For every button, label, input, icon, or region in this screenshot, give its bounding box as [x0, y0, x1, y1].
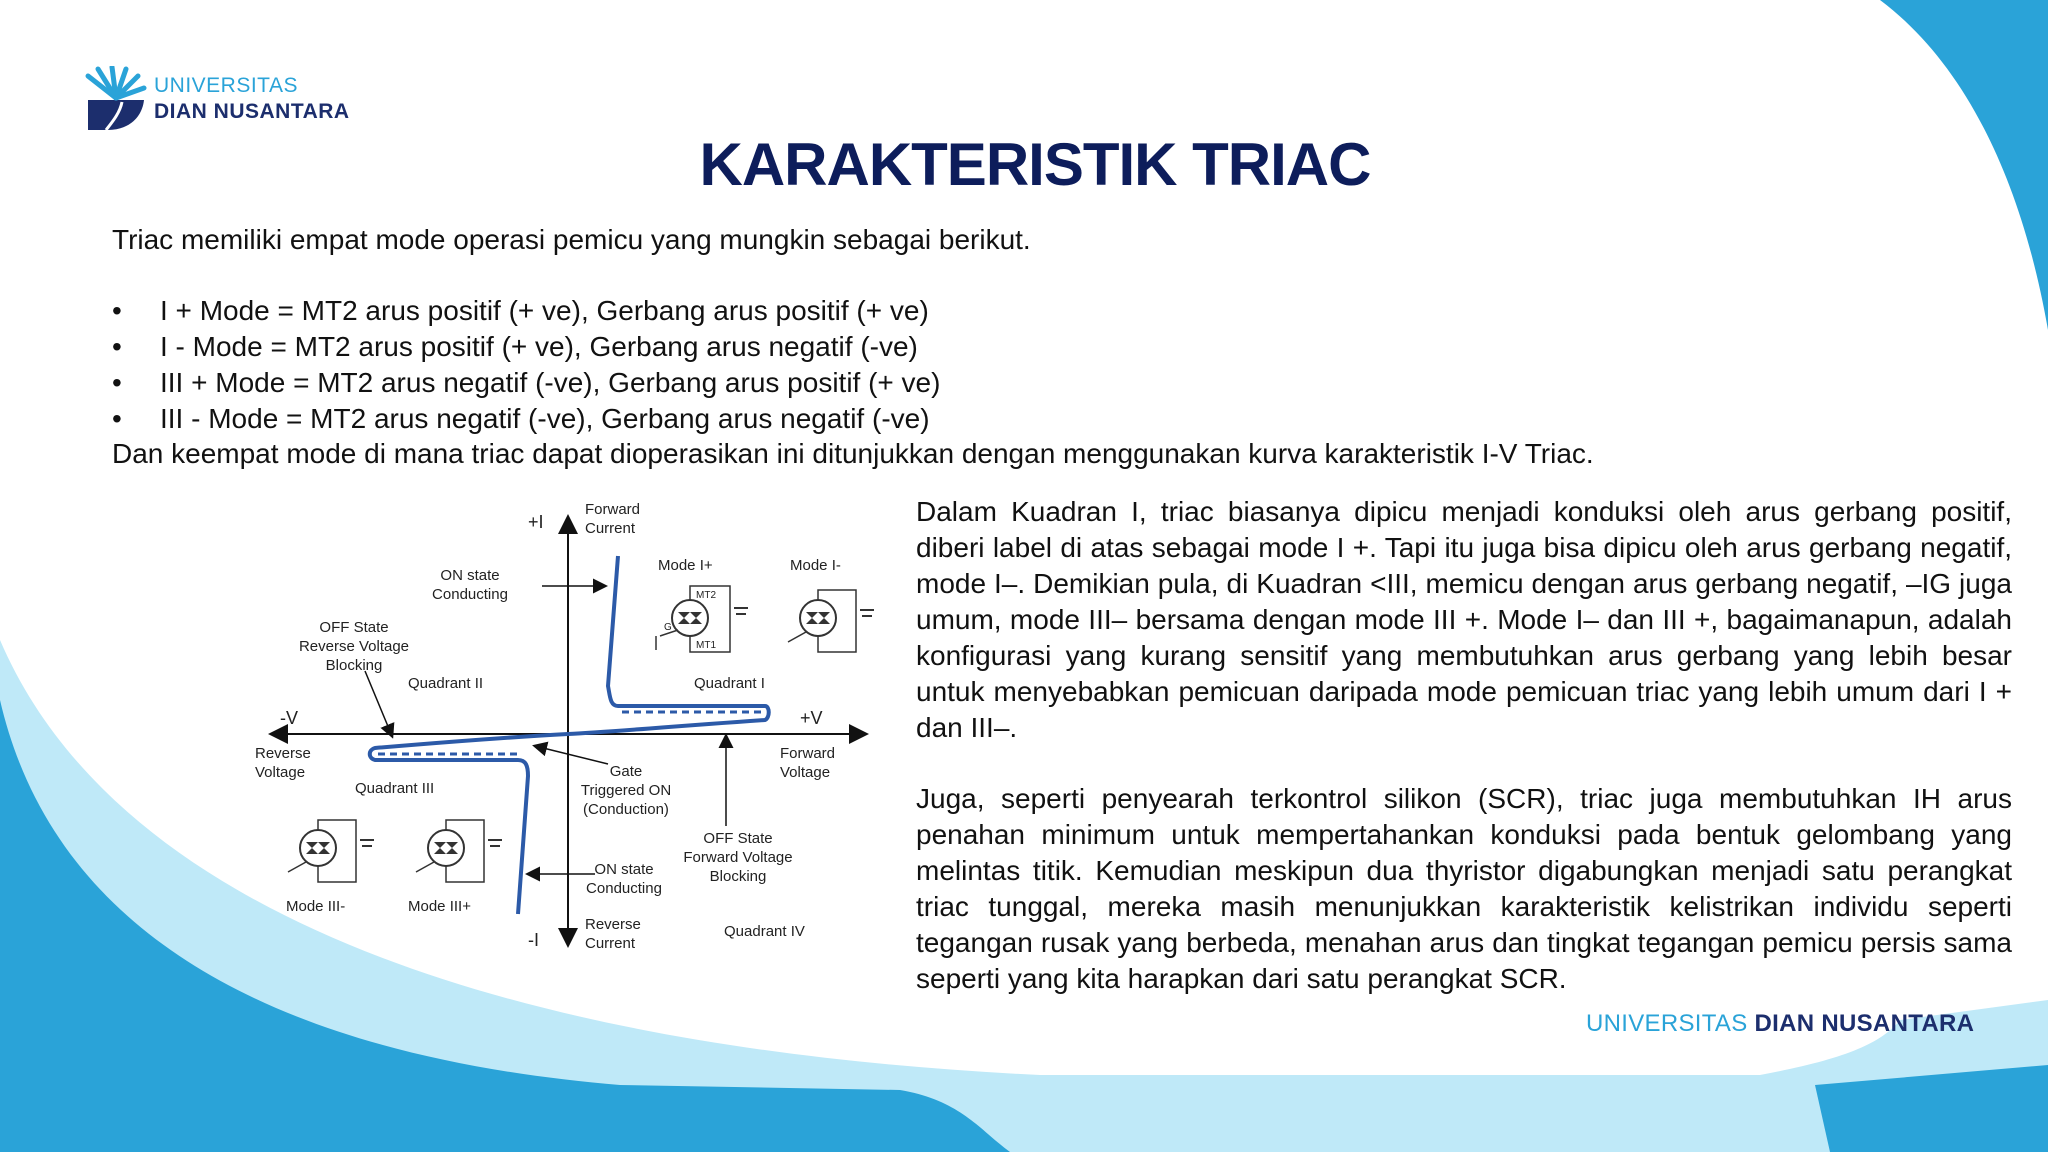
label-reverse-current: Current [585, 935, 636, 952]
label-off-reverse: Reverse Voltage [298, 638, 410, 655]
pin-label-gate: G [664, 622, 672, 633]
triac-circuit-mode-iii-minus [288, 820, 374, 882]
label-forward-voltage: Forward [780, 745, 836, 762]
pointer-off-reverse [365, 671, 392, 736]
axis-label-minus-v: -V [280, 708, 298, 728]
label-mode-iii-plus: Mode III+ [408, 898, 471, 915]
axis-label-plus-i: +I [528, 512, 544, 532]
bullet-icon: • [112, 295, 122, 326]
logo-text-name: DIAN NUSANTARA [154, 100, 350, 123]
footer-brand [1586, 1010, 1974, 1038]
bullet-icon: • [112, 331, 122, 362]
paragraph-holding-current: Juga, seperti penyearah terkontrol silikon (SCR), triac juga membutuhkan IH arus penahan minimum untuk mempertahankan konduksi pada bentuk gelombang yang melintas titik. Kemudian meskipun dua thyristor digabungkan menjadi satu perangkat triac tunggal, mereka masih menunjukkan karakteristik kelistrikan individu seperti tegangan rusak yang berbeda, menahan arus dan tingkat tegangan pemicu persis sama seperti yang kita harapkan dari satu perangkat SCR. [916, 783, 2012, 994]
list-item-text: I + Mode = MT2 arus positif (+ ve), Gerbang arus positif (+ ve) [160, 295, 929, 326]
triac-circuit-mode-iii-plus [416, 820, 502, 882]
list-item-text: I - Mode = MT2 arus positif (+ ve), Gerbang arus negatif (-ve) [160, 331, 918, 362]
iv-curve-reverse [370, 734, 568, 914]
page-title: KARAKTERISTIK TRIAC [699, 131, 1371, 198]
label-reverse-current: Reverse [585, 916, 641, 933]
list-item [112, 365, 940, 401]
label-off-reverse: OFF State [319, 619, 389, 636]
trigger-mode-list [112, 293, 940, 437]
list-item [112, 401, 940, 437]
triac-circuit-mode-i-plus [656, 586, 748, 652]
iv-curve-forward [568, 556, 769, 734]
label-mode-i-plus: Mode I+ [658, 557, 713, 574]
footer-text-universitas: UNIVERSITAS [1586, 1010, 1748, 1037]
label-forward-voltage: Voltage [780, 764, 831, 781]
label-forward-current: Current [585, 520, 636, 537]
bullet-icon: • [112, 367, 122, 398]
university-logo [84, 66, 384, 136]
triac-iv-curve-diagram [250, 496, 890, 966]
paragraph-quadrant-explanation: Dalam Kuadran I, triac biasanya dipicu menjadi konduksi oleh arus gerbang positif, diberi label di atas sebagai mode I +. Tapi itu juga bisa dipicu oleh arus gerbang negatif, mode I–. Demikian pula, di Kuadran <III, memicu dengan arus gerbang negatif, –IG juga umum, mode III– bersama dengan mode III +. Mode I– dan III +, bagaimanapun, adalah konfigurasi yang kurang sensitif yang membutuhkan arus gerbang yang lebih besar untuk menyebabkan pemicuan daripada mode pemicuan triac yang lebih umum dari I + dan III–. [916, 496, 2012, 743]
bullet-icon: • [112, 403, 122, 434]
triac-circuit-mode-i-minus [788, 590, 874, 652]
label-on-state-bottom: Conducting [586, 880, 662, 897]
list-item-text: III - Mode = MT2 arus negatif (-ve), Gerbang arus negatif (-ve) [160, 403, 930, 434]
list-item-text: III + Mode = MT2 arus negatif (-ve), Gerbang arus positif (+ ve) [160, 367, 941, 398]
label-on-state-bottom: ON state [594, 861, 654, 878]
summary-text: Dan keempat mode di mana triac dapat dioperasikan ini ditunjukkan dengan menggunakan kurva karakteristik I-V Triac. [112, 438, 1594, 469]
label-quadrant-ii: Quadrant II [408, 675, 484, 692]
label-quadrant-i: Quadrant I [694, 675, 765, 692]
label-gate-triggered: Gate [609, 763, 643, 780]
label-off-forward: Forward Voltage [683, 849, 793, 866]
pin-label-mt1: MT1 [696, 640, 716, 651]
label-mode-i-minus: Mode I- [790, 557, 841, 574]
logo-text-universitas: UNIVERSITAS [154, 74, 298, 97]
label-on-state-top: ON state [440, 567, 500, 584]
axis-label-minus-i: -I [528, 930, 539, 950]
footer-text-name: DIAN NUSANTARA [1754, 1010, 1975, 1037]
label-quadrant-iii: Quadrant III [355, 780, 435, 797]
label-off-forward: Blocking [709, 868, 767, 885]
label-on-state-top: Conducting [432, 586, 508, 603]
pointer-gate [535, 746, 608, 764]
axis-label-plus-v: +V [800, 708, 823, 728]
list-item [112, 293, 940, 329]
label-forward-current: Forward [585, 501, 641, 518]
list-item [112, 329, 940, 365]
label-quadrant-iv: Quadrant IV [724, 923, 805, 940]
logo-mark-icon [84, 66, 148, 132]
label-gate-triggered: Triggered ON [580, 782, 672, 799]
intro-text: Triac memiliki empat mode operasi pemicu yang mungkin sebagai berikut. [112, 224, 1031, 255]
label-reverse-voltage: Reverse [255, 745, 311, 762]
label-reverse-voltage: Voltage [255, 764, 306, 781]
label-mode-iii-minus: Mode III- [286, 898, 346, 915]
label-gate-triggered: (Conduction) [583, 801, 669, 818]
pin-label-mt2: MT2 [696, 590, 716, 601]
label-off-forward: OFF State [703, 830, 773, 847]
label-off-reverse: Blocking [325, 657, 383, 674]
